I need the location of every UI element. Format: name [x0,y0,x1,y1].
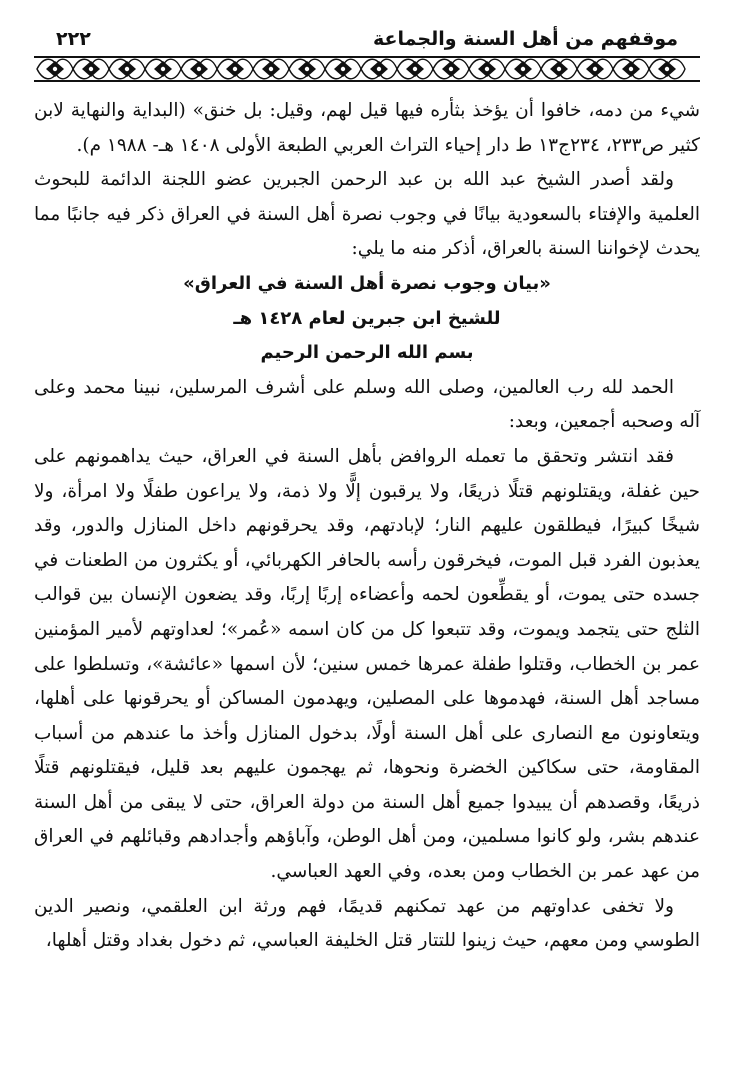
running-title: موقفهم من أهل السنة والجماعة [373,28,678,50]
paragraph-history: ولا تخفى عداوتهم من عهد تمكنهم قديمًا، فهم ورثة ابن العلقمي، ونصير الدين الطوسي ومن معهم، حيث زينوا للتتار قتل الخليفة العباسي، ثم دخول بغداد وقتل أهلها، [34,895,700,952]
book-page [34,20,700,959]
running-header [34,20,700,50]
paragraph-intro: ولقد أصدر الشيخ عبد الله بن عبد الرحمن الجبرين عضو اللجنة الدائمة للبحوث العلمية والإفتاء بالسعودية بيانًا في وجوب نصرة أهل السنة في العراق ذكر فيه جانبًا مما يحدث لإخواننا السنة بالعراق، أذكر منه ما يلي: [34,169,700,260]
page-number: ٢٢٢ [56,28,91,50]
paragraph-continued: شيء من دمه، خافوا أن يؤخذ بثأره فيها قيل لهم، وقيل: بل خنق» (البداية والنهاية لابن كثير ص٢٣٣، ٢٣٤ج١٣ ط دار إحياء التراث العربي الطبعة الأولى ١٤٠٨ هـ- ١٩٨٨ م). [34,100,700,156]
paragraph-main: فقد انتشر وتحقق ما تعمله الروافض بأهل السنة في العراق، حيث يداهمونهم على حين غفلة، ويقتلونهم قتلًا ذريعًا، ولا يرقبون إلًّا ولا ذمة، ولا يراعون طفلًا ولا امرأة، ولا شيخًا كبيرًا، فيطلقون عليهم النار؛ لإبادتهم، وقد يحرقونهم داخل المنازل والدور، وقد يعذبون الفرد قبل الموت، فيخرقون رأسه بالحافر الكهربائي، أو يكثرون من الطعنات في جسده حتى يموت، أو يقطِّعون لحمه وأعضاءه إربًا إربًا، وقد يضعون الإنسان بين قوالب الثلج حتى يتجمد ويموت، وقد تتبعوا كل من كان اسمه «عُمر»؛ لعداوتهم لأمير المؤمنين عمر بن الخطاب، وقتلوا طفلة عمرها خمس سنين؛ لأن اسمها «عائشة»، وتسلطوا على مساجد أهل السنة، فهدموها على المصلين، ويهدمون المساكن أو يحرقونها على أهلها، ويتعاونون مع النصارى على أهل السنة أولًا، بدخول المنازل وأخذ ما عندهم من أسباب المقاومة، حتى سكاكين الخضرة ونحوها، ثم يهجمون عليهم بعد قليل، فيقتلونهم قتلًا ذريعًا، وقصدهم أن يبيدوا جميع أهل السنة من دولة العراق، حتى لا يبقى من أهل السنة عندهم بشر، ولو كانوا مسلمين، ومن أهل الوطن، وآباؤهم وأجدادهم وقبائلهم في العراق من عهد عمر بن الخطاب ومن بعده، وفي العهد العباسي. [34,445,700,883]
paragraph-opening: الحمد لله رب العالمين، وصلى الله وسلم على أشرف المرسلين، نبينا محمد وعلى آله وصحبه أجمعين، وبعد: [34,376,700,433]
ornamental-border-icon [34,54,700,84]
body-text [34,94,700,959]
basmala: بسم الله الرحمن الرحيم [260,342,474,364]
statement-title: «بيان وجوب نصرة أهل السنة في العراق» [183,272,551,294]
statement-author: للشيخ ابن جبرين لعام ١٤٢٨ هـ [233,307,501,329]
